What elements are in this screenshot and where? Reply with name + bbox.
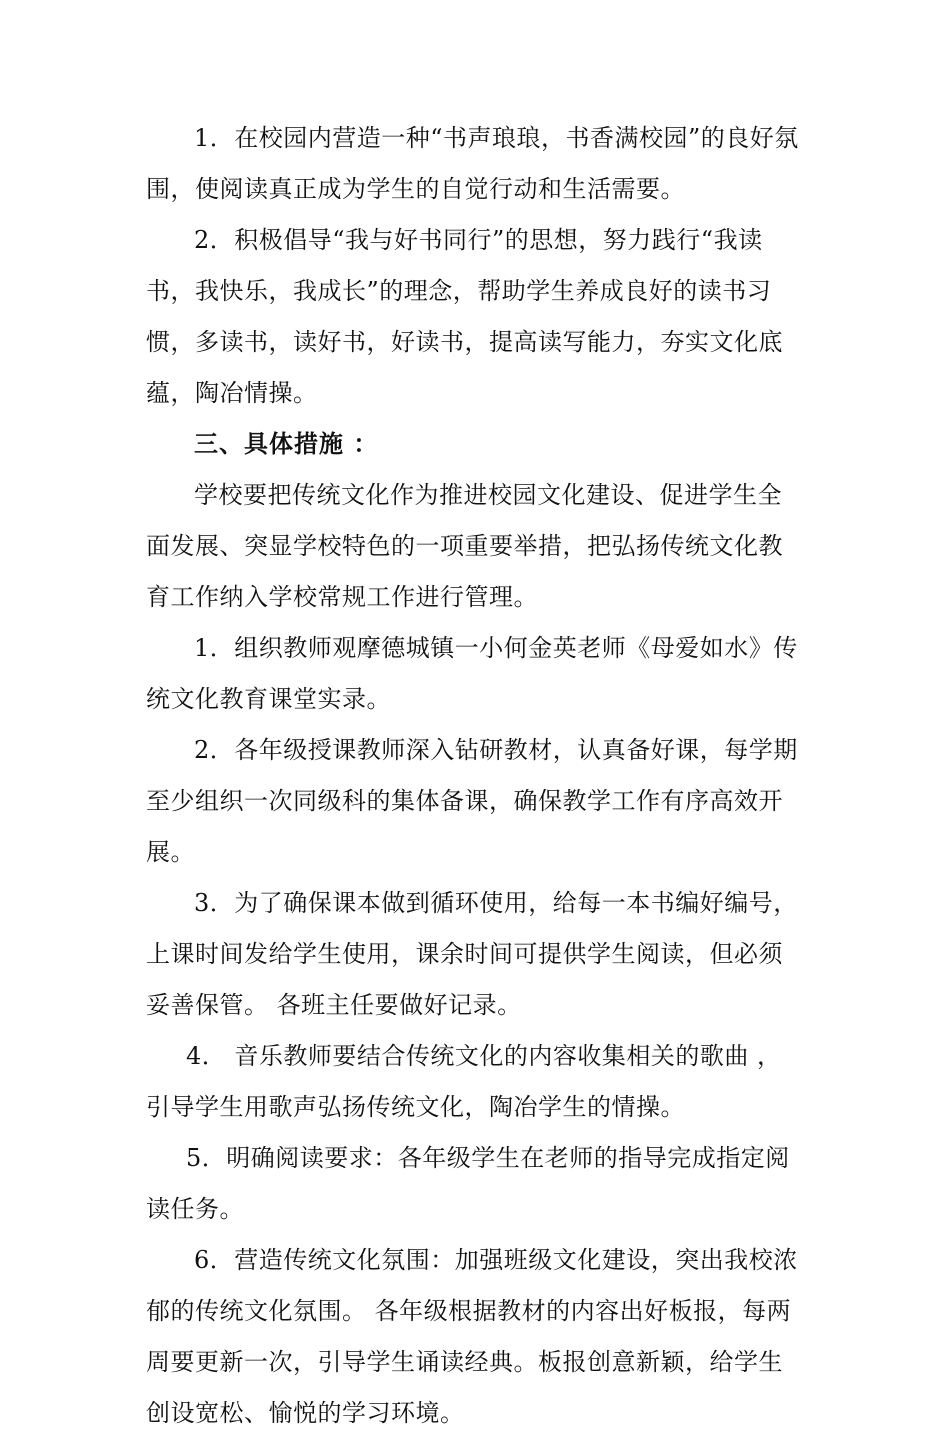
document-body — [146, 113, 806, 1439]
paragraph-goal-1: 1．在校园内营造一种“书声琅琅，书香满校园”的良好氛围，使阅读真正成为学生的自觉行动和生活需要。 — [146, 124, 799, 203]
paragraph-measure-3: 3．为了确保课本做到循环使用，给每一本书编好编号，上课时间发给学生使用，课余时间可提供学生阅读，但必须妥善保管。 各班主任要做好记录。 — [146, 889, 798, 1019]
section-heading-measures: 三、具体措施 ： — [194, 430, 379, 458]
paragraph-measure-5: 5．明确阅读要求：各年级学生在老师的指导完成指定阅读任务。 — [146, 1144, 790, 1223]
paragraph-measure-4: 4． 音乐教师要结合传统文化的内容收集相关的歌曲 ，引导学生用歌声弘扬传统文化，陶冶学生的情操。 — [146, 1042, 782, 1121]
paragraph-measure-6: 6．营造传统文化氛围：加强班级文化建设，突出我校浓郁的传统文化氛围。 各年级根据教材的内容出好板报，每两周要更新一次，引导学生诵读经典。板报创意新颖，给学生创设宽松、愉悦的学习环境。 — [146, 1246, 798, 1427]
paragraph-measure-2: 2．各年级授课教师深入钻研教材，认真备好课，每学期至少组织一次同级科的集体备课，确保教学工作有序高效开展。 — [146, 736, 798, 866]
paragraph-measures-intro: 学校要把传统文化作为推进校园文化建设、促进学生全面发展、突显学校特色的一项重要举措，把弘扬传统文化教育工作纳入学校常规工作进行管理。 — [146, 481, 783, 611]
paragraph-goal-2: 2．积极倡导“我与好书同行”的思想，努力践行“我读书，我快乐，我成长”的理念，帮助学生养成良好的读书习惯，多读书，读好书，好读书，提高读写能力，夯实文化底蕴，陶冶情操。 — [146, 226, 783, 407]
paragraph-measure-1: 1．组织教师观摩德城镇一小何金英老师《母爱如水》传统文化教育课堂实录。 — [146, 634, 798, 713]
